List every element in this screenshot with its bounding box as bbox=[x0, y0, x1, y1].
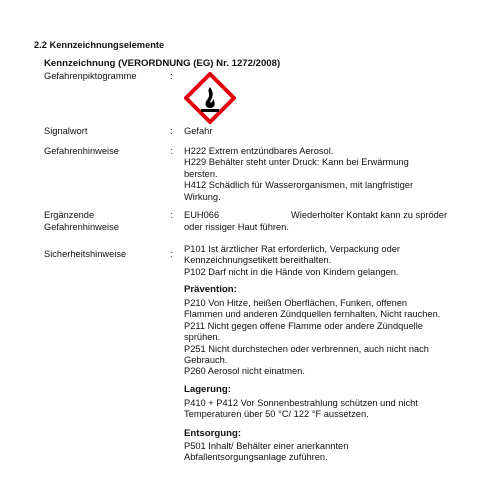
precaution-line: Temperaturen über 50 °C/ 122 °F aussetzen. bbox=[184, 409, 369, 420]
supplemental-label-1: Ergänzende bbox=[44, 210, 95, 220]
storage-heading: Lagerung: bbox=[184, 384, 231, 395]
precaution-line: Kennzeichnungsetikett bereithalten. bbox=[184, 255, 332, 266]
supplemental-code: EUH066 bbox=[184, 210, 220, 220]
precaution-line: sprühen. bbox=[184, 332, 221, 343]
supplemental-label-2: Gefahrenhinweise bbox=[44, 222, 119, 232]
flame-ghs02-icon bbox=[184, 72, 236, 124]
hazard-line: H229 Behälter steht unter Druck: Kann bei Erwärmung bbox=[184, 157, 409, 168]
hazard-statements-label: Gefahrenhinweise bbox=[44, 146, 119, 156]
prevention-heading: Prävention: bbox=[184, 284, 237, 295]
precaution-line: P211 Nicht gegen offene Flamme oder andere Zündquelle bbox=[184, 320, 423, 331]
precautionary-label: Sicherheitshinweise bbox=[44, 249, 127, 259]
hazard-line: H222 Extrem entzündbares Aerosol. bbox=[184, 146, 334, 156]
prevention-list bbox=[184, 298, 440, 378]
precaution-line: Abfallentsorgungsanlage zuführen. bbox=[184, 452, 328, 463]
hazard-line: H412 Schädlich für Wasserorganismen, mit langfristiger bbox=[184, 180, 414, 191]
precaution-line: Gebrauch. bbox=[184, 355, 228, 366]
hazard-statements-colon: : bbox=[170, 146, 173, 156]
signal-word-colon: : bbox=[170, 126, 173, 136]
disposal-heading: Entsorgung: bbox=[184, 428, 242, 439]
pictograms-label: Gefahrenpiktogramme bbox=[44, 71, 137, 81]
precaution-line: P251 Nicht durchstechen oder verbrennen, auch nicht nach bbox=[184, 343, 429, 354]
pictograms-colon: : bbox=[170, 71, 173, 81]
supplemental-text-1: Wiederholter Kontakt kann zu spröder bbox=[291, 210, 448, 220]
precaution-line: P410 + P412 Vor Sonnenbestrahlung schützen und nicht bbox=[184, 398, 418, 408]
precaution-line: P260 Aerosol nicht einatmen. bbox=[184, 366, 305, 377]
hazard-statements-list bbox=[184, 146, 413, 203]
label-heading: Kennzeichnung (VERORDNUNG (EG) Nr. 1272/2008) bbox=[44, 58, 281, 69]
precaution-line: P501 Inhalt/ Behälter einer anerkannten bbox=[184, 441, 349, 451]
precaution-line: Flammen und anderen Zündquellen fernhalten. Nicht rauchen. bbox=[184, 309, 441, 320]
disposal-list bbox=[184, 441, 348, 464]
signal-word-value: Gefahr bbox=[184, 126, 213, 136]
hazard-line: bersten. bbox=[184, 168, 218, 179]
hazard-line: Wirkung. bbox=[184, 191, 221, 202]
section-title: 2.2 Kennzeichnungselemente bbox=[34, 40, 165, 50]
precaution-line: P101 Ist ärztlicher Rat erforderlich, Verpackung oder bbox=[184, 244, 401, 254]
precautionary-general bbox=[184, 244, 400, 278]
precaution-line: P102 Darf nicht in die Hände von Kindern gelangen. bbox=[184, 266, 399, 277]
storage-list bbox=[184, 398, 418, 421]
signal-word-label: Signalwort bbox=[44, 126, 88, 136]
supplemental-text-2: oder rissiger Haut führen. bbox=[184, 222, 289, 232]
supplemental-colon: : bbox=[170, 210, 173, 220]
precautionary-colon: : bbox=[170, 249, 173, 259]
precaution-line: P210 Von Hitze, heißen Oberflächen, Funken, offenen bbox=[184, 298, 408, 308]
